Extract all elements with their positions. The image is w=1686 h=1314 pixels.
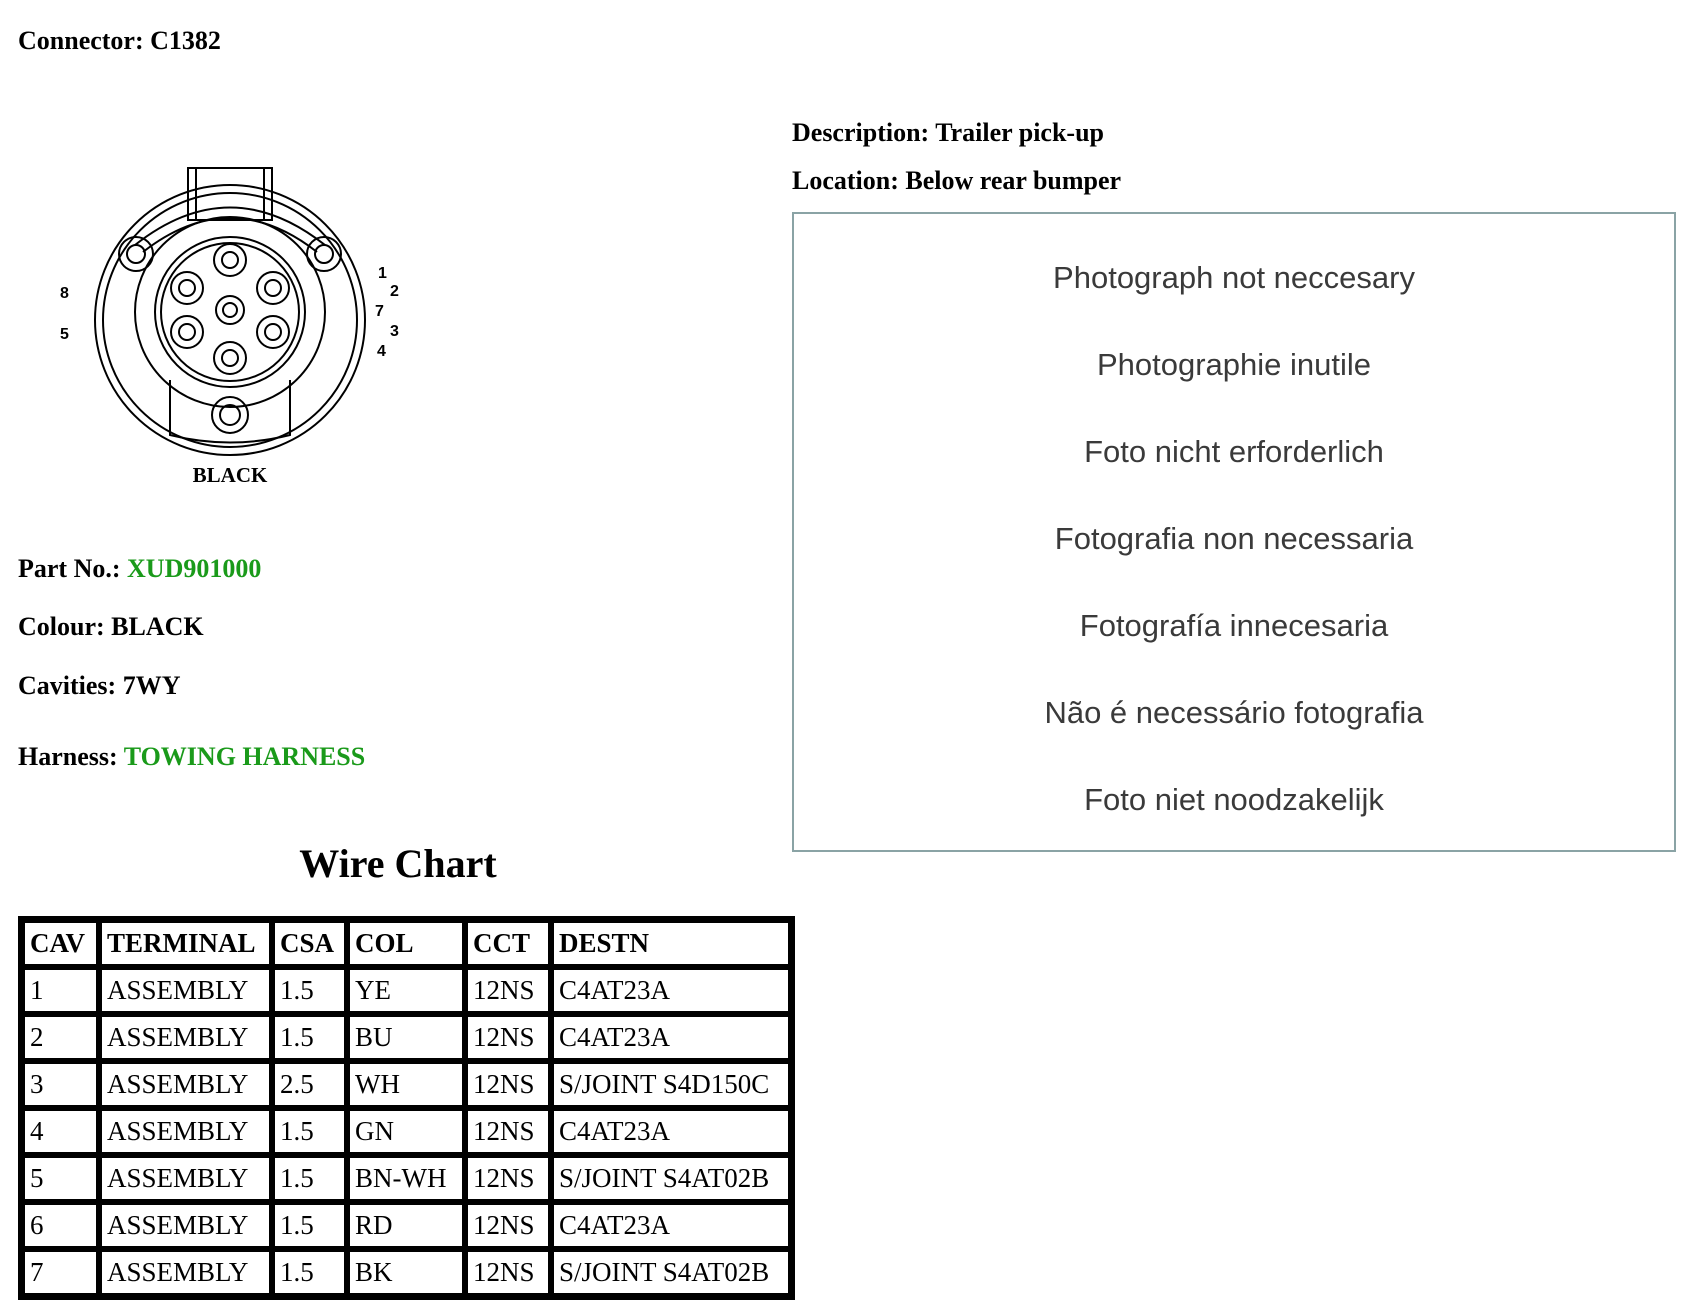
cavities-label: Cavities:	[18, 671, 117, 700]
pin-4	[214, 342, 246, 374]
colour-label: Colour:	[18, 612, 105, 641]
inner-body	[135, 217, 325, 407]
cell-cct: 12NS	[465, 1155, 551, 1202]
harness-label: Harness:	[18, 742, 118, 771]
cell-destn: S/JOINT S4AT02B	[551, 1249, 791, 1296]
table-header-row	[22, 920, 791, 967]
description-line	[792, 118, 1104, 148]
harness-line	[18, 742, 365, 772]
table-row	[22, 1202, 791, 1249]
pin-field	[155, 237, 305, 387]
cell-destn: C4AT23A	[551, 1202, 791, 1249]
cell-cct: 12NS	[465, 1249, 551, 1296]
connector-face-diagram	[40, 150, 420, 500]
header-col: COL	[347, 920, 465, 967]
outer-ring-inner	[103, 193, 357, 447]
cell-destn: S/JOINT S4AT02B	[551, 1155, 791, 1202]
cell-col: BN-WH	[347, 1155, 465, 1202]
header-cav: CAV	[22, 920, 99, 967]
photo-notice-dutch: Foto niet noodzakelijk	[1084, 782, 1384, 817]
pin-8	[214, 244, 246, 276]
wire-chart-title: Wire Chart	[299, 841, 497, 886]
photo-notice-german: Foto nicht erforderlich	[1084, 434, 1384, 469]
wire-chart-table	[18, 916, 795, 1300]
cell-csa: 1.5	[272, 1249, 347, 1296]
header-terminal: TERMINAL	[99, 920, 272, 967]
part-number-link[interactable]: XUD901000	[127, 554, 262, 583]
cell-col: BK	[347, 1249, 465, 1296]
cell-cct: 12NS	[465, 1108, 551, 1155]
cell-terminal: ASSEMBLY	[99, 1249, 272, 1296]
cell-csa: 1.5	[272, 1014, 347, 1061]
cell-csa: 1.5	[272, 1155, 347, 1202]
pin-1	[257, 272, 289, 304]
connector-title	[18, 26, 221, 56]
cell-terminal: ASSEMBLY	[99, 1155, 272, 1202]
connector-value: C1382	[150, 26, 221, 55]
description-label: Description:	[792, 118, 930, 147]
cell-terminal: ASSEMBLY	[99, 1061, 272, 1108]
cell-cav: 1	[22, 967, 99, 1014]
location-label: Location:	[792, 166, 899, 195]
cell-cav: 6	[22, 1202, 99, 1249]
pin-6	[171, 272, 203, 304]
cell-cct: 12NS	[465, 967, 551, 1014]
location-line	[792, 166, 1121, 196]
cell-cct: 12NS	[465, 1202, 551, 1249]
part-number-line	[18, 554, 261, 584]
cell-destn: C4AT23A	[551, 967, 791, 1014]
cell-terminal: ASSEMBLY	[99, 1014, 272, 1061]
cell-col: RD	[347, 1202, 465, 1249]
header-csa: CSA	[272, 920, 347, 967]
cell-col: GN	[347, 1108, 465, 1155]
pin-label-1: 1	[378, 265, 387, 282]
table-row	[22, 1155, 791, 1202]
harness-link[interactable]: TOWING HARNESS	[123, 742, 366, 771]
cell-terminal: ASSEMBLY	[99, 1108, 272, 1155]
cell-csa: 2.5	[272, 1061, 347, 1108]
pin-label-7: 7	[375, 303, 384, 320]
cell-destn: C4AT23A	[551, 1014, 791, 1061]
pin-7-center	[216, 296, 244, 324]
photo-notice-italian: Fotografia non necessaria	[1054, 521, 1414, 556]
cell-csa: 1.5	[272, 967, 347, 1014]
table-row	[22, 1061, 791, 1108]
colour-line	[18, 612, 204, 642]
cell-cav: 2	[22, 1014, 99, 1061]
cavities-value: 7WY	[122, 671, 181, 700]
part-number-label: Part No.:	[18, 554, 121, 583]
pin-5	[171, 316, 203, 348]
cell-destn: C4AT23A	[551, 1108, 791, 1155]
pin-label-8: 8	[60, 285, 69, 302]
cell-col: YE	[347, 967, 465, 1014]
table-row	[22, 967, 791, 1014]
cell-terminal: ASSEMBLY	[99, 967, 272, 1014]
wire-chart-body	[22, 967, 791, 1296]
pin-label-3: 3	[390, 323, 399, 340]
connector-label: Connector:	[18, 26, 144, 55]
description-value: Trailer pick-up	[935, 118, 1105, 147]
table-row	[22, 1249, 791, 1296]
cell-csa: 1.5	[272, 1202, 347, 1249]
cell-col: BU	[347, 1014, 465, 1061]
cell-cav: 5	[22, 1155, 99, 1202]
photo-notice-spanish: Fotografía innecesaria	[1079, 608, 1389, 643]
cell-cav: 3	[22, 1061, 99, 1108]
top-flange	[135, 208, 325, 246]
pin-label-2: 2	[390, 283, 399, 300]
cell-csa: 1.5	[272, 1108, 347, 1155]
diagram-caption: BLACK	[192, 463, 268, 487]
location-value: Below rear bumper	[905, 166, 1122, 195]
cell-cct: 12NS	[465, 1061, 551, 1108]
photo-notice-portuguese: Não é necessário fotografia	[1044, 695, 1424, 730]
cell-destn: S/JOINT S4D150C	[551, 1061, 791, 1108]
pin-3	[257, 316, 289, 348]
table-row	[22, 1108, 791, 1155]
header-destn: DESTN	[551, 920, 791, 967]
colour-value: BLACK	[111, 612, 204, 641]
cell-col: WH	[347, 1061, 465, 1108]
bottom-hole	[212, 397, 248, 433]
pin-label-4: 4	[377, 343, 386, 360]
header-cct: CCT	[465, 920, 551, 967]
table-row	[22, 1014, 791, 1061]
photo-notice-french: Photographie inutile	[1096, 347, 1372, 382]
photo-notice-english: Photograph not neccesary	[1053, 260, 1415, 295]
cell-cav: 4	[22, 1108, 99, 1155]
pin-label-5: 5	[60, 326, 69, 343]
cavities-line	[18, 671, 180, 701]
photo-placeholder	[792, 212, 1676, 852]
cell-cav: 7	[22, 1249, 99, 1296]
cell-terminal: ASSEMBLY	[99, 1202, 272, 1249]
cell-cct: 12NS	[465, 1014, 551, 1061]
